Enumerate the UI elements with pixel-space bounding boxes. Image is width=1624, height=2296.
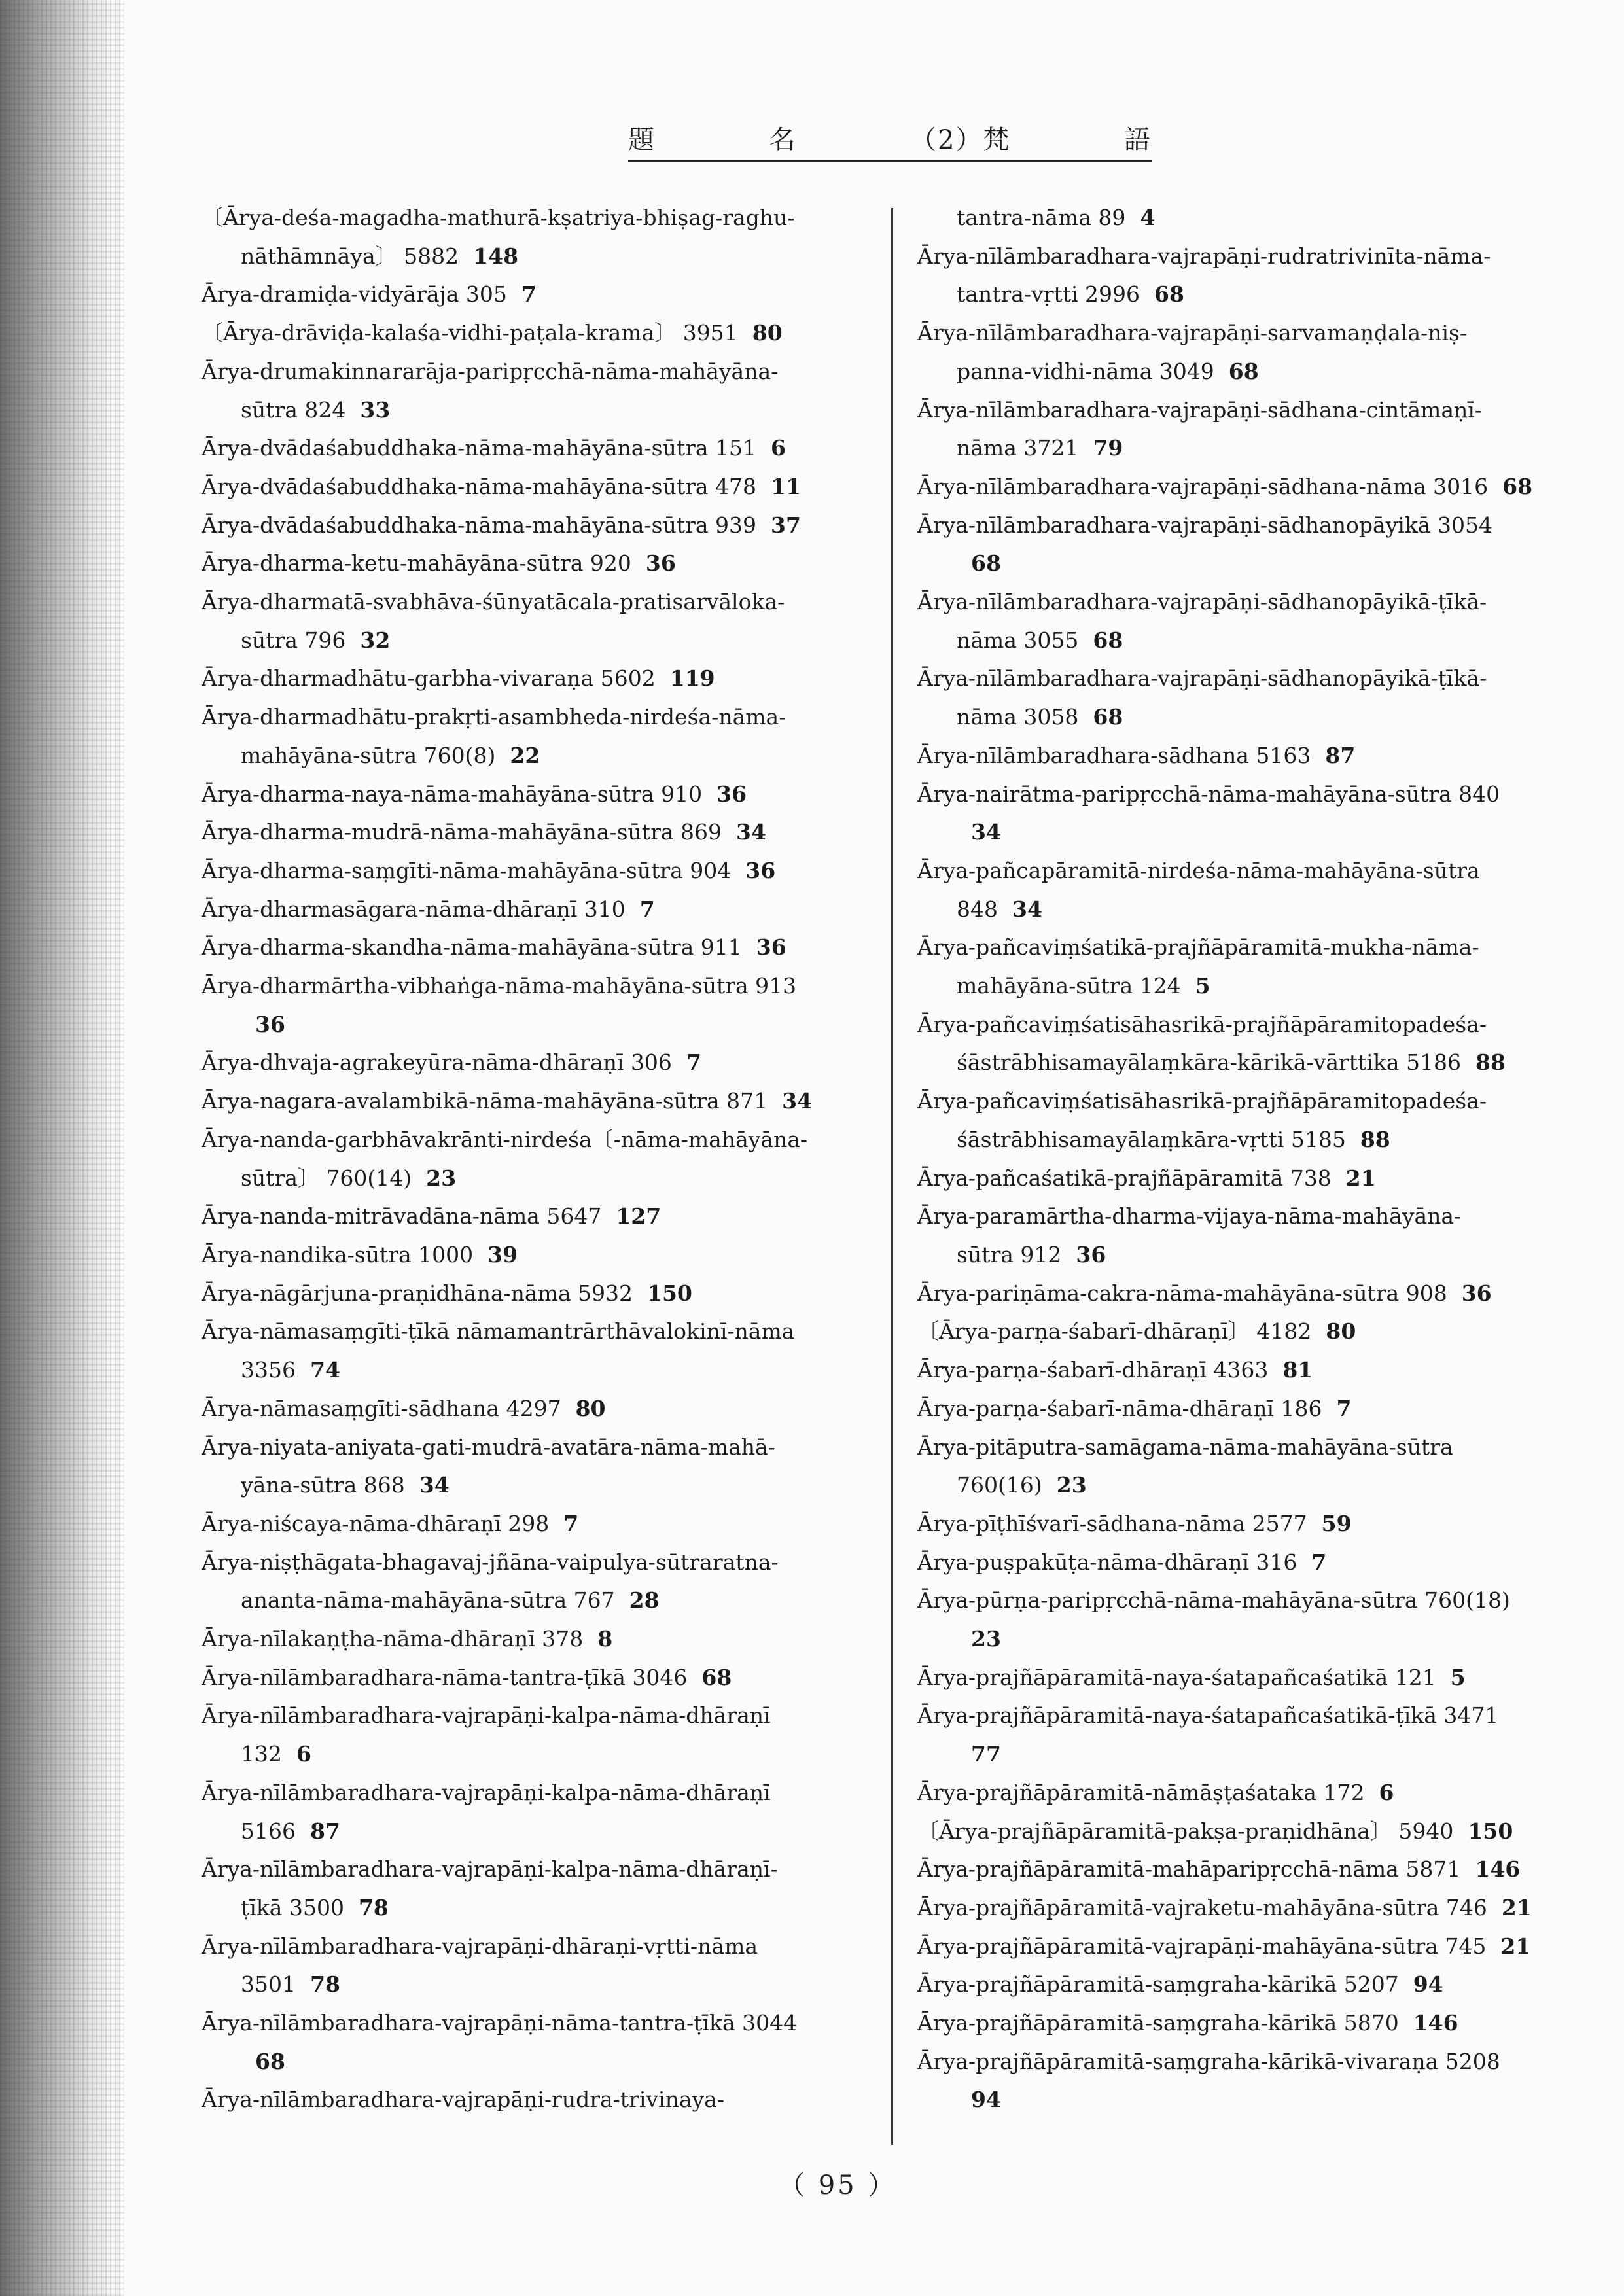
entry-title: 〔Ārya-parṇa-śabarī-dhāraṇī〕 4182 [917,1318,1312,1345]
entry-page-ref: 78 [309,1971,340,1998]
entry-page-ref: 6 [296,1741,311,1767]
entry-page-ref: 79 [1093,435,1123,461]
entry-title: Ārya-prajñāpāramitā-naya-śatapañcaśatikā 121 [917,1664,1436,1690]
entry-title: 3356 [241,1357,296,1383]
entry-page-ref: 21 [1500,1933,1531,1959]
entry-title: Ārya-drumakinnararāja-paripṛcchā-nāma-mahāyāna- [202,358,779,384]
entry-title: Ārya-nandika-sūtra 1000 [202,1241,474,1267]
entry-title: Ārya-nīlāmbaradhara-vajrapāṇi-sādhana-nāma 3016 [917,473,1489,499]
entry-page-ref: 21 [1501,1894,1532,1920]
entry-title: śāstrābhisamayālaṃkāra-kārikā-vārttika 5186 [957,1050,1462,1076]
entry-page-ref: 36 [756,934,786,961]
entry-title: Ārya-nīlāmbaradhara-vajrapāṇi-rudra-trivinaya- [202,2087,724,2113]
column-divider [891,208,893,2145]
index-entry [202,852,882,891]
entry-title: Ārya-niścaya-nāma-dhāraṇī 298 [202,1510,550,1536]
index-entry [202,660,882,698]
entry-page-ref: 88 [1360,1126,1390,1152]
entry-title: ṭīkā 3500 [241,1894,344,1920]
entry-page-ref: 146 [1475,1856,1521,1882]
index-entry [917,1889,1604,1928]
entry-title: Ārya-nīlāmbaradhara-vajrapāṇi-kalpa-nāma-dhāraṇī [202,1779,771,1805]
index-entry [917,391,1604,468]
entry-page-ref: 68 [1154,281,1184,308]
entry-title: Ārya-nīlāmbaradhara-vajrapāṇi-dhāraṇi-vṛtti-nāma [202,1933,758,1959]
entry-title: 3501 [241,1971,296,1998]
entry-title: 760(16) [957,1472,1042,1498]
entry-title: Ārya-pañcapāramitā-nirdeśa-nāma-mahāyāna-sūtra [917,857,1480,883]
entry-page-ref: 36 [1461,1280,1492,1306]
index-entry [202,891,882,929]
index-entry [202,199,882,275]
entry-title: Ārya-pañcaviṃśatisāhasrikā-prajñāpāramitopadeśa- [917,1011,1487,1037]
entry-title: Ārya-puṣpakūṭa-nāma-dhāraṇī 316 [917,1549,1297,1575]
entry-page-ref: 36 [645,550,676,576]
entry-title: Ārya-pitāputra-samāgama-nāma-mahāyāna-sūtra [917,1434,1453,1460]
entry-title: sūtra 796 [241,627,346,653]
index-entry [202,314,882,353]
entry-page-ref: 68 [701,1664,732,1690]
entry-title: 848 [957,896,998,922]
entry-page-ref: 37 [771,512,801,538]
entry-title: Ārya-nīlāmbaradhara-sādhana 5163 [917,742,1311,768]
header-title-1: 題 [628,125,656,155]
entry-title: tantra-nāma 89 [957,205,1126,230]
entry-page-ref: 150 [1468,1818,1513,1844]
entry-title: Ārya-nagara-avalambikā-nāma-mahāyāna-sūtra 871 [202,1088,768,1114]
entry-page-ref: 87 [309,1818,340,1844]
index-entry [202,1275,882,1313]
entry-page-ref: 39 [487,1241,518,1267]
entry-page-ref: 68 [255,2048,285,2074]
index-column-left [202,199,882,2119]
index-entry [917,1928,1604,1966]
entry-title: Ārya-paramārtha-dharma-vijaya-nāma-mahāyāna- [917,1203,1462,1229]
entry-page-ref: 7 [1311,1549,1327,1575]
entry-title: Ārya-niṣṭhāgata-bhagavaj-jñāna-vaipulya-sūtraratna- [202,1549,779,1575]
entry-page-ref: 146 [1413,2010,1458,2036]
index-entry [917,1390,1604,1428]
entry-title: Ārya-dharma-saṃgīti-nāma-mahāyāna-sūtra 904 [202,857,732,883]
entry-title: 〔Ārya-deśa-magadha-mathurā-kṣatriya-bhiṣag-raghu- [202,205,795,230]
entry-title: Ārya-pañcaśatikā-prajñāpāramitā 738 [917,1165,1332,1191]
entry-title: Ārya-dharma-ketu-mahāyāna-sūtra 920 [202,550,631,576]
entry-page-ref: 7 [1336,1395,1352,1421]
entry-page-ref: 4 [1140,205,1156,230]
entry-title: nāma 3055 [957,627,1079,653]
entry-page-ref: 36 [716,781,747,807]
entry-page-ref: 23 [1056,1472,1087,1498]
index-entry [917,1428,1604,1505]
entry-page-ref: 34 [419,1472,450,1498]
index-entry [917,1313,1604,1351]
index-entry [202,1697,882,1773]
header-title-2: 名 [769,125,797,155]
index-entry [917,2004,1604,2043]
entry-title: Ārya-prajñāpāramitā-nāmāṣṭaśataka 172 [917,1779,1365,1805]
index-entry [917,199,1604,238]
entry-title: Ārya-nīlāmbaradhara-vajrapāṇi-rudratrivinīta-nāma- [917,243,1491,269]
index-entry [917,1659,1604,1697]
index-entry [917,238,1604,314]
entry-page-ref: 6 [771,435,786,461]
entry-title: Ārya-nāgārjuna-praṇidhāna-nāma 5932 [202,1280,633,1306]
entry-title: Ārya-prajñāpāramitā-mahāparipṛcchā-nāma 5871 [917,1856,1461,1882]
index-entry [202,1044,882,1082]
index-entry [917,737,1604,775]
index-entry [202,2004,882,2081]
entry-page-ref: 7 [563,1510,579,1536]
entry-title: Ārya-nīlāmbaradhara-vajrapāṇi-sādhanopāyikā-ṭīkā- [917,589,1487,615]
entry-title: Ārya-prajñāpāramitā-vajrapāṇi-mahāyāna-sūtra 745 [917,1933,1487,1959]
entry-page-ref: 74 [309,1357,340,1383]
entry-title: yāna-sūtra 868 [241,1472,405,1498]
index-entry [202,2081,882,2119]
entry-title: Ārya-nīlāmbaradhara-vajrapāṇi-kalpa-nāma-dhāraṇī- [202,1856,778,1882]
entry-title: Ārya-dharmasāgara-nāma-dhāraṇī 310 [202,896,626,922]
entry-page-ref: 148 [473,243,519,269]
entry-title: Ārya-nīlāmbaradhara-nāma-tantra-ṭīkā 3046 [202,1664,688,1690]
entry-title: Ārya-nīlāmbaradhara-vajrapāṇi-nāma-tantra-ṭīkā 3044 [202,2010,798,2036]
entry-title: sūtra 824 [241,397,346,423]
entry-page-ref: 77 [971,1741,1001,1767]
entry-page-ref: 28 [629,1587,660,1614]
index-entry [917,583,1604,660]
index-entry [202,1544,882,1620]
entry-title: Ārya-nīlāmbaradhara-vajrapāṇi-sādhanopāyikā-ṭīkā- [917,665,1487,692]
index-entry [202,506,882,545]
entry-page-ref: 6 [1379,1779,1394,1805]
index-entry [202,1659,882,1697]
entry-page-ref: 68 [1093,704,1123,730]
index-entry [917,660,1604,736]
entry-page-ref: 80 [752,320,783,346]
entry-title: Ārya-dvādaśabuddhaka-nāma-mahāyāna-sūtra 151 [202,435,757,461]
entry-title: Ārya-nanda-mitrāvadāna-nāma 5647 [202,1203,602,1229]
index-entry [917,1082,1604,1159]
index-entry [202,1390,882,1428]
index-entry [917,1966,1604,2004]
entry-title: sūtra 912 [957,1241,1062,1267]
entry-page-ref: 7 [521,281,537,308]
index-entry [202,1082,882,1121]
entry-title: Ārya-prajñāpāramitā-saṃgraha-kārikā-vivaraṇa 5208 [917,2048,1500,2074]
entry-page-ref: 36 [745,857,776,883]
page-number: （ 95 ） [779,2170,897,2200]
index-entry [202,544,882,583]
entry-page-ref: 34 [736,819,766,845]
index-entry [202,967,882,1044]
entry-title: Ārya-prajñāpāramitā-saṃgraha-kārikā 5870 [917,2010,1399,2036]
index-entry [917,1351,1604,1390]
entry-page-ref: 68 [971,550,1001,576]
index-entry [917,1812,1604,1851]
entry-page-ref: 22 [510,742,540,768]
header-title-3: 語 [1124,125,1152,155]
entry-title: Ārya-nīlāmbaradhara-vajrapāṇi-kalpa-nāma-dhāraṇī [202,1703,771,1729]
entry-title: Ārya-dharma-mudrā-nāma-mahāyāna-sūtra 869 [202,819,722,845]
entry-page-ref: 78 [358,1894,389,1920]
index-entry [917,468,1604,506]
entry-title: Ārya-dvādaśabuddhaka-nāma-mahāyāna-sūtra 478 [202,473,757,499]
index-entry [202,468,882,506]
entry-page-ref: 80 [575,1395,606,1421]
entry-title: Ārya-pūrṇa-paripṛcchā-nāma-mahāyāna-sūtra 760(18) [917,1587,1510,1614]
entry-title: Ārya-pañcaviṃśatisāhasrikā-prajñāpāramitopadeśa- [917,1088,1487,1114]
index-entry [917,1581,1604,1658]
index-entry [917,1850,1604,1889]
index-entry [202,1236,882,1275]
entry-title: Ārya-parṇa-śabarī-nāma-dhāraṇī 186 [917,1395,1322,1421]
entry-title: Ārya-dharma-naya-nāma-mahāyāna-sūtra 910 [202,781,703,807]
entry-title: Ārya-nīlāmbaradhara-vajrapāṇi-sādhanopāyikā 3054 [917,512,1492,538]
entry-page-ref: 5 [1195,973,1210,999]
entry-page-ref: 127 [616,1203,662,1229]
index-entry [202,1428,882,1505]
entry-title: Ārya-dharmadhātu-prakṛti-asambheda-nirdeśa-nāma- [202,704,786,730]
index-entry [202,928,882,967]
entry-page-ref: 21 [1345,1165,1376,1191]
index-entry [917,2043,1604,2119]
scan-edge-shadow [0,0,124,2296]
index-entry [202,1313,882,1389]
entry-title: Ārya-nīlakaṇṭha-nāma-dhāraṇī 378 [202,1626,584,1652]
index-entry [202,1774,882,1850]
entry-title: Ārya-niyata-aniyata-gati-mudrā-avatāra-nāma-mahā- [202,1434,775,1460]
entry-title: Ārya-dharmadhātu-garbha-vivaraṇa 5602 [202,665,656,692]
entry-page-ref: 150 [647,1280,692,1306]
entry-title: mahāyāna-sūtra 124 [957,973,1181,999]
entry-title: Ārya-dvādaśabuddhaka-nāma-mahāyāna-sūtra 939 [202,512,757,538]
index-entry [202,429,882,468]
entry-title: Ārya-pañcaviṃśatikā-prajñāpāramitā-mukha-nāma- [917,934,1479,961]
entry-page-ref: 34 [1012,896,1042,922]
index-entry [917,1544,1604,1582]
index-entry [202,698,882,775]
entry-title: Ārya-dramiḍa-vidyārāja 305 [202,281,507,308]
entry-title: nāma 3058 [957,704,1079,730]
entry-title: Ārya-dharma-skandha-nāma-mahāyāna-sūtra 911 [202,934,742,961]
entry-title: nāma 3721 [957,435,1079,461]
entry-title: Ārya-parṇa-śabarī-dhāraṇī 4363 [917,1357,1269,1383]
entry-page-ref: 68 [1502,473,1533,499]
entry-page-ref: 94 [1413,1971,1443,1998]
entry-page-ref: 34 [782,1088,813,1114]
index-entry [202,1928,882,2004]
index-entry [917,1697,1604,1773]
page-header [628,119,1152,162]
entry-page-ref: 23 [971,1626,1001,1652]
index-entry [917,1159,1604,1198]
header-section: （2）梵 [910,125,1011,155]
index-entry [917,506,1604,583]
entry-page-ref: 11 [771,473,801,499]
index-entry [202,1121,882,1197]
entry-title: Ārya-nāmasaṃgīti-sādhana 4297 [202,1395,561,1421]
index-entry [917,1006,1604,1082]
index-entry [202,813,882,852]
index-entry [917,775,1604,852]
entry-title: Ārya-nīlāmbaradhara-vajrapāṇi-sādhana-cintāmaṇī- [917,397,1482,423]
entry-page-ref: 7 [686,1050,701,1076]
entry-title: Ārya-pariṇāma-cakra-nāma-mahāyāna-sūtra 908 [917,1280,1447,1306]
entry-title: Ārya-nīlāmbaradhara-vajrapāṇi-sarvamaṇḍala-niṣ- [917,320,1468,346]
entry-page-ref: 32 [360,627,391,653]
entry-title: sūtra〕 760(14) [241,1165,412,1191]
index-entry [202,353,882,429]
entry-title: nāthāmnāya〕 5882 [241,243,459,269]
entry-title: Ārya-nairātma-paripṛcchā-nāma-mahāyāna-sūtra 840 [917,781,1500,807]
entry-page-ref: 94 [971,2087,1001,2113]
entry-title: Ārya-prajñāpāramitā-saṃgraha-kārikā 5207 [917,1971,1399,1998]
index-entry [917,852,1604,928]
entry-title: Ārya-pīṭhīśvarī-sādhana-nāma 2577 [917,1510,1307,1536]
entry-title: Ārya-dharmatā-svabhāva-śūnyatācala-pratisarvāloka- [202,589,785,615]
entry-title: Ārya-dhvaja-agrakeyūra-nāma-dhāraṇī 306 [202,1050,672,1076]
entry-title: Ārya-nanda-garbhāvakrānti-nirdeśa〔-nāma-mahāyāna- [202,1126,808,1152]
entry-page-ref: 87 [1325,742,1356,768]
entry-page-ref: 23 [426,1165,457,1191]
index-entry [202,1197,882,1236]
entry-title: Ārya-prajñāpāramitā-vajraketu-mahāyāna-sūtra 746 [917,1894,1487,1920]
entry-page-ref: 5 [1450,1664,1466,1690]
index-entry [202,775,882,814]
entry-page-ref: 36 [1076,1241,1106,1267]
entry-title: 〔Ārya-drāviḍa-kalaśa-vidhi-paṭala-krama〕 3951 [202,320,738,346]
index-entry [917,1505,1604,1544]
entry-title: Ārya-prajñāpāramitā-naya-śatapañcaśatikā-ṭīkā 3471 [917,1703,1499,1729]
index-entry [202,275,882,314]
entry-title: tantra-vṛtti 2996 [957,281,1140,308]
entry-page-ref: 34 [971,819,1001,845]
entry-page-ref: 119 [669,665,715,692]
entry-title: ananta-nāma-mahāyāna-sūtra 767 [241,1587,615,1614]
entry-page-ref: 80 [1326,1318,1356,1345]
entry-title: 〔Ārya-prajñāpāramitā-pakṣa-praṇidhāna〕 5940 [917,1818,1454,1844]
index-entry [917,1197,1604,1274]
index-entry [917,1275,1604,1313]
entry-page-ref: 59 [1321,1510,1352,1536]
index-entry [917,314,1604,391]
entry-page-ref: 81 [1282,1357,1313,1383]
entry-page-ref: 33 [360,397,391,423]
entry-page-ref: 7 [639,896,655,922]
index-entry [917,1774,1604,1812]
entry-page-ref: 36 [255,1011,285,1037]
index-column-right [917,199,1604,2119]
index-entry [202,583,882,660]
entry-page-ref: 88 [1475,1050,1506,1076]
entry-page-ref: 68 [1093,627,1123,653]
entry-title: mahāyāna-sūtra 760(8) [241,742,496,768]
entry-title: 5166 [241,1818,296,1844]
entry-title: Ārya-nāmasaṃgīti-ṭīkā nāmamantrārthāvalokinī-nāma [202,1318,795,1345]
index-entry [202,1620,882,1659]
entry-page-ref: 8 [597,1626,613,1652]
index-entry [202,1850,882,1927]
entry-title: 132 [241,1741,282,1767]
index-entry [917,928,1604,1005]
entry-page-ref: 68 [1228,358,1259,384]
entry-title: śāstrābhisamayālaṃkāra-vṛtti 5185 [957,1126,1346,1152]
entry-title: panna-vidhi-nāma 3049 [957,358,1214,384]
entry-title: Ārya-dharmārtha-vibhaṅga-nāma-mahāyāna-sūtra 913 [202,973,797,999]
index-entry [202,1505,882,1544]
